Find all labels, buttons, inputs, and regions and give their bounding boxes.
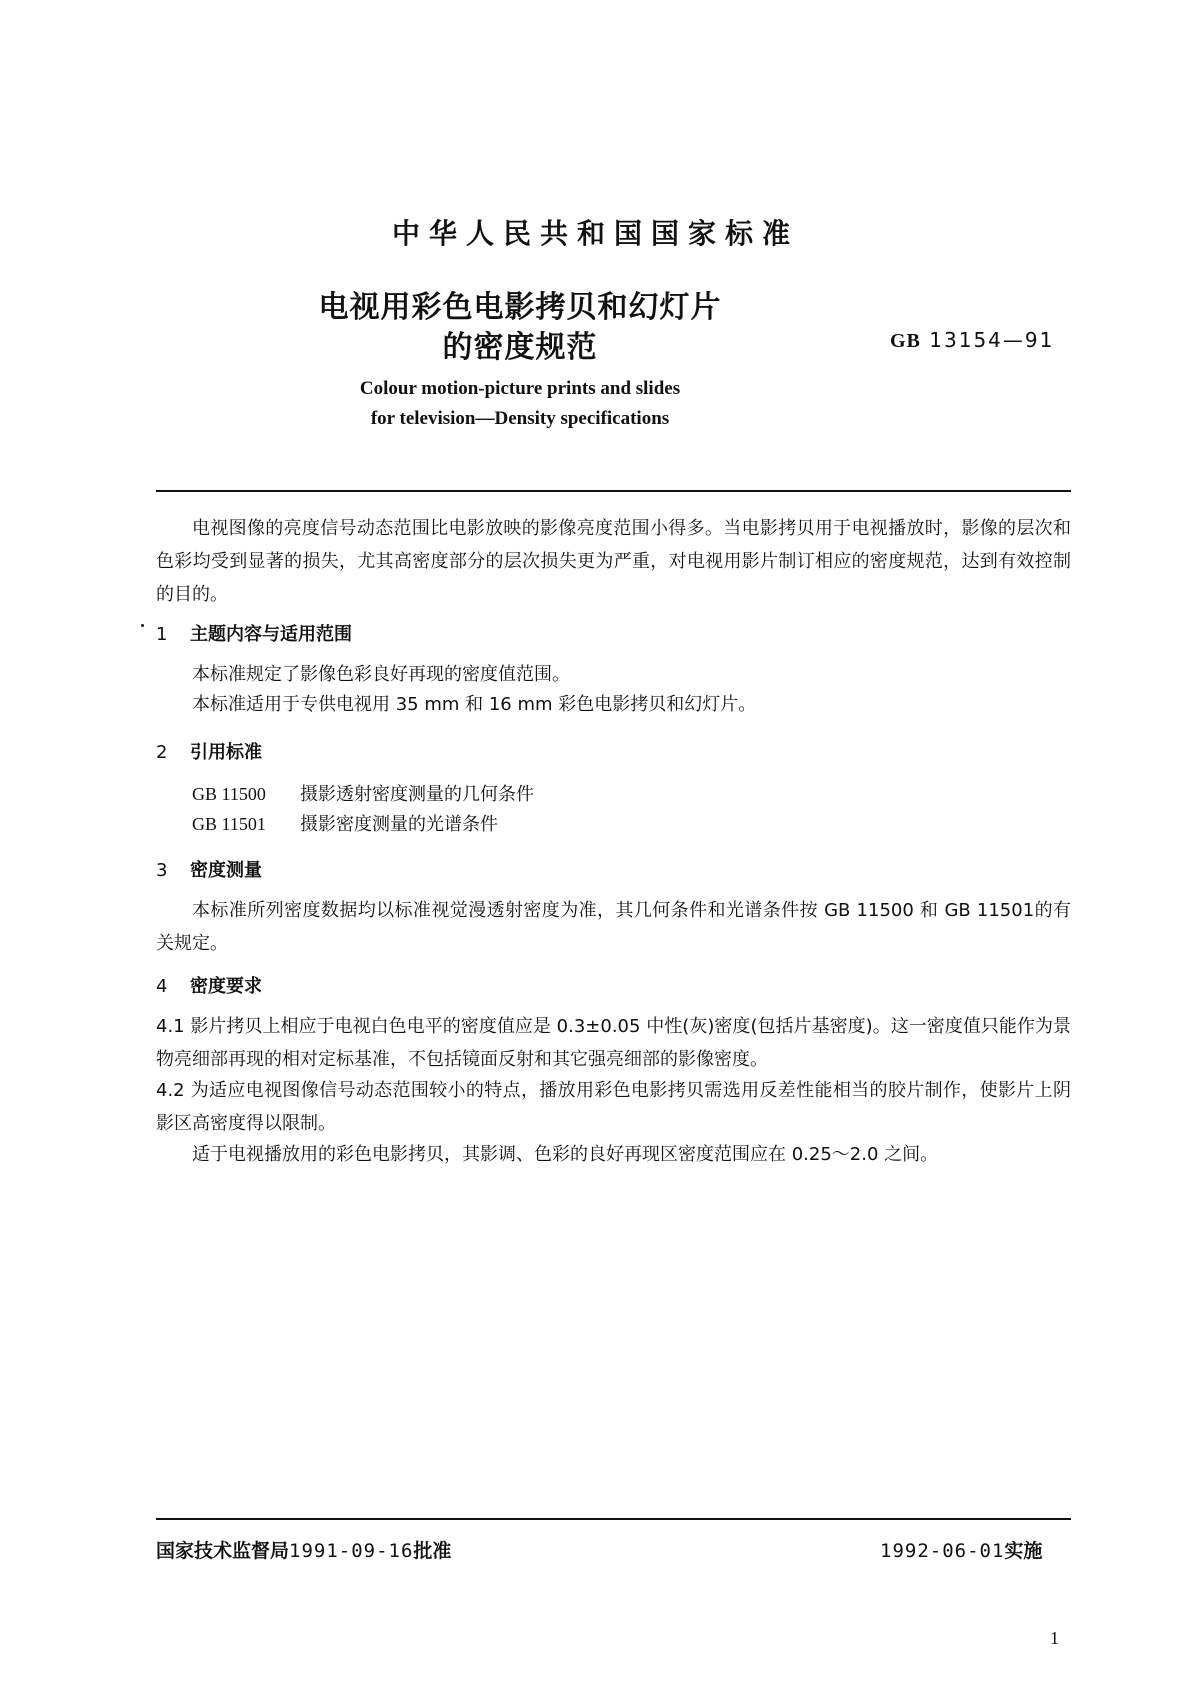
section-1-line-2: 本标准适用于专供电视用 35 mm 和 16 mm 彩色电影拷贝和幻灯片。: [192, 694, 757, 715]
standard-code-prefix: GB: [890, 330, 921, 352]
clause-4-1: 4.1 影片拷贝上相应于电视白色电平的密度值应是 0.3±0.05 中性(灰)密度(包括片基密度)。这一密度值只能作为景物亮细部再现的相对定标基准，不包括镜面反射和其它强亮细部的影像密度。: [156, 1016, 1071, 1070]
header-rule: [156, 490, 1071, 492]
title-en-line2: for television—Density specifications: [370, 408, 670, 429]
footer-rule: [156, 1518, 1071, 1520]
reference-item: [192, 780, 534, 806]
section-3-number: 3: [156, 860, 168, 881]
intro-paragraph: 电视图像的亮度信号动态范围比电影放映的影像亮度范围小得多。当电影拷贝用于电视播放时，影像的层次和色彩均受到显著的损失，尤其高密度部分的层次损失更为严重，对电视用影片制订相应的密度规范，达到有效控制的目的。: [156, 518, 1071, 605]
section-3-heading: [156, 856, 262, 882]
reference-code: GB 11501: [192, 814, 266, 834]
standard-code-number: 13154—91: [929, 328, 1055, 352]
approval-suffix: 批准: [413, 1540, 452, 1562]
section-2-heading: [156, 738, 262, 764]
page-number: 1: [1050, 1628, 1059, 1648]
approval-line: [156, 1536, 451, 1563]
reference-item: [192, 810, 498, 836]
section-3-title: 密度测量: [190, 860, 262, 881]
section-1-line-1: 本标准规定了影像色彩良好再现的密度值范围。: [192, 664, 570, 685]
reference-title: 摄影密度测量的光谱条件: [300, 814, 498, 835]
title-zh-line1: 电视用彩色电影拷贝和幻灯片: [318, 290, 722, 325]
reference-code: GB 11500: [192, 784, 266, 804]
title-en-line1: Colour motion-picture prints and slides: [359, 378, 681, 399]
section-4-heading: [156, 972, 262, 998]
approval-org: 国家技术监督局: [156, 1540, 290, 1562]
margin-mark: [141, 624, 144, 627]
approval-date: 1991-09-16: [289, 1540, 414, 1562]
effective-date: 1992-06-01: [880, 1540, 1005, 1562]
section-1-title: 主题内容与适用范围: [190, 624, 352, 645]
section-4-title: 密度要求: [190, 976, 262, 997]
section-2-number: 2: [156, 742, 168, 763]
section-1-heading: [156, 620, 352, 646]
section-2-title: 引用标准: [190, 742, 262, 763]
standard-code: [890, 328, 1054, 353]
section-3-paragraph: 本标准所列密度数据均以标准视觉漫透射密度为准，其几何条件和光谱条件按 GB 11500 和 GB 11501的有关规定。: [156, 900, 1071, 954]
reference-title: 摄影透射密度测量的几何条件: [300, 784, 534, 805]
clause-4-2-continued: 适于电视播放用的彩色电影拷贝，其影调、色彩的良好再现区密度范围应在 0.25～2.0 之间。: [192, 1144, 939, 1165]
effective-suffix: 实施: [1004, 1540, 1043, 1562]
section-1-number: 1: [156, 624, 168, 645]
effective-line: [880, 1536, 1042, 1563]
clause-4-2: 4.2 为适应电视图像信号动态范围较小的特点，播放用彩色电影拷贝需选用反差性能相当的胶片制作，使影片上阴影区高密度得以限制。: [156, 1080, 1071, 1134]
section-4-number: 4: [156, 976, 168, 997]
national-standard-heading: 中华人民共和国国家标准: [391, 217, 799, 250]
title-zh-line2: 的密度规范: [442, 330, 598, 365]
